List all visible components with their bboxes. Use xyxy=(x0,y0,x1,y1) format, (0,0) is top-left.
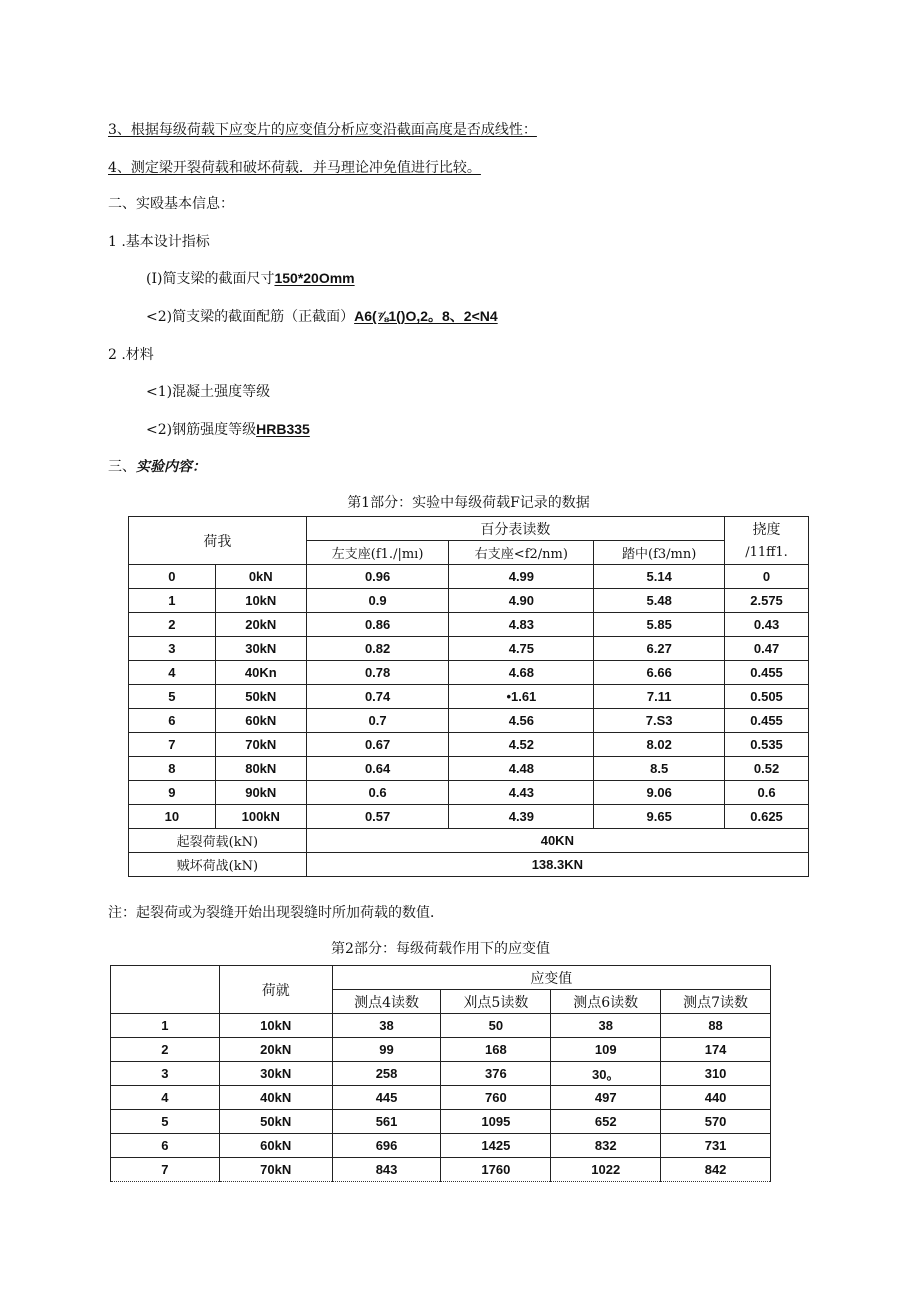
t2-cell: 3 xyxy=(111,1062,220,1086)
t1-cell: 60kN xyxy=(215,709,306,733)
beam-reinforcement-value: A6(⅞1()O,2。8、2<N4 xyxy=(354,308,498,324)
t2-row xyxy=(111,1110,771,1134)
t1-cell: 0.455 xyxy=(725,661,809,685)
t2-cell: 40kN xyxy=(219,1086,332,1110)
t1-cell: 5.85 xyxy=(594,613,725,637)
t1-cell: 0.6 xyxy=(725,781,809,805)
t1-row xyxy=(129,637,809,661)
t1-cell: •1.61 xyxy=(449,685,594,709)
t1-cell: 8.5 xyxy=(594,757,725,781)
t2-cell: 38 xyxy=(551,1014,661,1038)
t1-cell: 0.86 xyxy=(306,613,449,637)
t1-cell: 90kN xyxy=(215,781,306,805)
t1-cell: 4.99 xyxy=(449,565,594,589)
t1-cell: 9.65 xyxy=(594,805,725,829)
t2-cell: 10kN xyxy=(219,1014,332,1038)
t1-cell: 4.68 xyxy=(449,661,594,685)
section-2-heading: 二、实殴基本信息： xyxy=(108,196,234,212)
t1-cell: 10 xyxy=(129,805,216,829)
t2-cell: 174 xyxy=(661,1038,771,1062)
t1-cell: 0.43 xyxy=(725,613,809,637)
t1-cell: 10kN xyxy=(215,589,306,613)
t1-cell: 6.27 xyxy=(594,637,725,661)
strain-header-point7: 测点7读数 xyxy=(661,990,771,1014)
t1-cell: 0.9 xyxy=(306,589,449,613)
deflection-table xyxy=(128,516,809,877)
requirement-3: 3、根据每级荷载下应变片的应变值分析应变沿截面高度是否成线性： xyxy=(108,122,537,138)
t2-cell: 1760 xyxy=(441,1158,551,1182)
t1-cell: 0kN xyxy=(215,565,306,589)
t2-cell: 258 xyxy=(332,1062,441,1086)
t1-cell: 0.7 xyxy=(306,709,449,733)
strain-header-values: 应变值 xyxy=(332,966,770,990)
t2-cell: 30kN xyxy=(219,1062,332,1086)
t2-cell: 652 xyxy=(551,1110,661,1134)
t2-cell: 168 xyxy=(441,1038,551,1062)
t1-cell: 7 xyxy=(129,733,216,757)
t2-row xyxy=(111,1086,771,1110)
t1-cell: 0.6 xyxy=(306,781,449,805)
t1-cell: 4.52 xyxy=(449,733,594,757)
t1-cell: 0.67 xyxy=(306,733,449,757)
t1-cell: 0.78 xyxy=(306,661,449,685)
t2-cell: 20kN xyxy=(219,1038,332,1062)
t1-cell: 0.64 xyxy=(306,757,449,781)
beam-size-value: 150*20Omm xyxy=(274,270,355,286)
steel-grade-label: <2)钢筋强度等级 xyxy=(146,422,257,438)
crack-load-label: 起裂荷载(kN) xyxy=(129,829,307,853)
t1-cell: 4.48 xyxy=(449,757,594,781)
table2-caption: 第2部分：每级荷载作用下的应变值 xyxy=(331,941,550,957)
t2-cell: 376 xyxy=(441,1062,551,1086)
t1-cell: 30kN xyxy=(215,637,306,661)
t2-cell: 2 xyxy=(111,1038,220,1062)
t2-cell: 88 xyxy=(661,1014,771,1038)
t1-cell: 0.82 xyxy=(306,637,449,661)
t2-cell: 70kN xyxy=(219,1158,332,1182)
beam-size-label: (I)简支梁的截面尺寸 xyxy=(146,271,275,287)
t1-cell: 7.S3 xyxy=(594,709,725,733)
t2-cell: 832 xyxy=(551,1134,661,1158)
steel-grade-line xyxy=(146,419,310,439)
t2-cell: 570 xyxy=(661,1110,771,1134)
t2-cell: 50kN xyxy=(219,1110,332,1134)
t1-cell: 6.66 xyxy=(594,661,725,685)
failure-load-label: 贼坏荷战(kN) xyxy=(129,853,307,877)
design-index-heading: 1 .基本设计指标 xyxy=(108,234,210,250)
t1-cell: 5.14 xyxy=(594,565,725,589)
crack-load-value: 40KN xyxy=(306,829,808,853)
t2-cell: 760 xyxy=(441,1086,551,1110)
beam-reinforcement-line xyxy=(146,306,498,326)
t2-cell: 696 xyxy=(332,1134,441,1158)
strain-header-point6: 测点6读数 xyxy=(551,990,661,1014)
t1-cell: 0.505 xyxy=(725,685,809,709)
t1-cell: 3 xyxy=(129,637,216,661)
t2-cell: 30。 xyxy=(551,1062,661,1086)
t2-cell: 1095 xyxy=(441,1110,551,1134)
t2-cell: 561 xyxy=(332,1110,441,1134)
t1-cell: 4.90 xyxy=(449,589,594,613)
section-3-number: 三、 xyxy=(108,459,136,475)
t1-cell: 4.83 xyxy=(449,613,594,637)
materials-heading: 2 .材料 xyxy=(108,347,154,363)
header-right-support: 右支座<f2/nm) xyxy=(449,541,594,565)
t1-row xyxy=(129,805,809,829)
t1-row xyxy=(129,781,809,805)
requirement-4: 4、测定梁开裂荷载和破坏荷载．并马理论冲免值进行比较。 xyxy=(108,160,481,176)
t2-cell: 842 xyxy=(661,1158,771,1182)
t1-row xyxy=(129,709,809,733)
t1-cell: 6 xyxy=(129,709,216,733)
t1-row xyxy=(129,757,809,781)
beam-size-line xyxy=(146,268,355,288)
steel-grade-value: HRB335 xyxy=(256,421,310,437)
beam-reinforcement-label: <2)简支梁的截面配筋（正截面） xyxy=(146,309,355,325)
t2-cell: 731 xyxy=(661,1134,771,1158)
t1-cell: 0.625 xyxy=(725,805,809,829)
t1-row xyxy=(129,661,809,685)
t2-cell: 4 xyxy=(111,1086,220,1110)
t1-cell: 80kN xyxy=(215,757,306,781)
t2-row xyxy=(111,1062,771,1086)
t1-row xyxy=(129,565,809,589)
t1-row xyxy=(129,613,809,637)
t2-cell: 60kN xyxy=(219,1134,332,1158)
concrete-grade-line: <1)混凝土强度等级 xyxy=(146,384,271,400)
t2-cell: 6 xyxy=(111,1134,220,1158)
t1-cell: 9.06 xyxy=(594,781,725,805)
t1-row xyxy=(129,733,809,757)
section-3-title: 实验内容： xyxy=(136,458,206,474)
header-deflection-unit: /11ff1. xyxy=(725,541,809,565)
t1-cell: 70kN xyxy=(215,733,306,757)
t1-cell: 0.96 xyxy=(306,565,449,589)
strain-header-point4: 测点4读数 xyxy=(332,990,441,1014)
t2-row xyxy=(111,1038,771,1062)
t1-cell: 8 xyxy=(129,757,216,781)
header-dial-readings: 百分表读数 xyxy=(306,517,724,541)
strain-table xyxy=(110,965,771,1182)
t1-cell: 5 xyxy=(129,685,216,709)
t1-cell: 0 xyxy=(129,565,216,589)
t1-cell: 4.43 xyxy=(449,781,594,805)
t2-cell: 497 xyxy=(551,1086,661,1110)
t1-cell: 0.57 xyxy=(306,805,449,829)
t1-cell: 4.75 xyxy=(449,637,594,661)
t2-row xyxy=(111,1158,771,1182)
t1-cell: 8.02 xyxy=(594,733,725,757)
section-3-heading xyxy=(108,456,206,476)
t2-cell: 5 xyxy=(111,1110,220,1134)
t2-cell: 50 xyxy=(441,1014,551,1038)
t1-cell: 2 xyxy=(129,613,216,637)
t2-row xyxy=(111,1134,771,1158)
t2-cell: 1022 xyxy=(551,1158,661,1182)
t2-cell: 440 xyxy=(661,1086,771,1110)
t2-cell: 99 xyxy=(332,1038,441,1062)
t2-row xyxy=(111,1014,771,1038)
header-deflection: 挠度 xyxy=(725,517,809,541)
t1-cell: 0.455 xyxy=(725,709,809,733)
t2-cell: 7 xyxy=(111,1158,220,1182)
t1-cell: 4.56 xyxy=(449,709,594,733)
t1-cell: 0.535 xyxy=(725,733,809,757)
t1-cell: 1 xyxy=(129,589,216,613)
t2-cell: 1425 xyxy=(441,1134,551,1158)
t1-cell: 40Kn xyxy=(215,661,306,685)
t1-cell: 50kN xyxy=(215,685,306,709)
table1-caption: 第1部分：实验中每级荷载F记录的数据 xyxy=(347,495,590,511)
header-load: 荷我 xyxy=(129,517,307,565)
t2-cell: 1 xyxy=(111,1014,220,1038)
strain-header-load: 荷就 xyxy=(219,966,332,1014)
header-left-support: 左支座(f1./|mı) xyxy=(306,541,449,565)
strain-header-point5: 刈点5读数 xyxy=(441,990,551,1014)
t1-cell: 0.74 xyxy=(306,685,449,709)
t2-cell: 843 xyxy=(332,1158,441,1182)
t1-cell: 5.48 xyxy=(594,589,725,613)
t1-cell: 20kN xyxy=(215,613,306,637)
t1-cell: 0.47 xyxy=(725,637,809,661)
t1-row xyxy=(129,685,809,709)
t1-cell: 4.39 xyxy=(449,805,594,829)
t1-cell: 7.11 xyxy=(594,685,725,709)
t1-cell: 100kN xyxy=(215,805,306,829)
t2-cell: 310 xyxy=(661,1062,771,1086)
t2-cell: 109 xyxy=(551,1038,661,1062)
t2-cell: 38 xyxy=(332,1014,441,1038)
t2-cell: 445 xyxy=(332,1086,441,1110)
t1-cell: 2.575 xyxy=(725,589,809,613)
table1-note: 注：起裂荷或为裂缝开始出现裂缝时所加荷载的数值． xyxy=(108,905,444,921)
failure-load-value: 138.3KN xyxy=(306,853,808,877)
t1-cell: 9 xyxy=(129,781,216,805)
t1-cell: 0.52 xyxy=(725,757,809,781)
t1-cell: 4 xyxy=(129,661,216,685)
header-midspan: 踏中(f3/mn) xyxy=(594,541,725,565)
t1-cell: 0 xyxy=(725,565,809,589)
strain-header-index xyxy=(111,966,220,1014)
t1-row xyxy=(129,589,809,613)
